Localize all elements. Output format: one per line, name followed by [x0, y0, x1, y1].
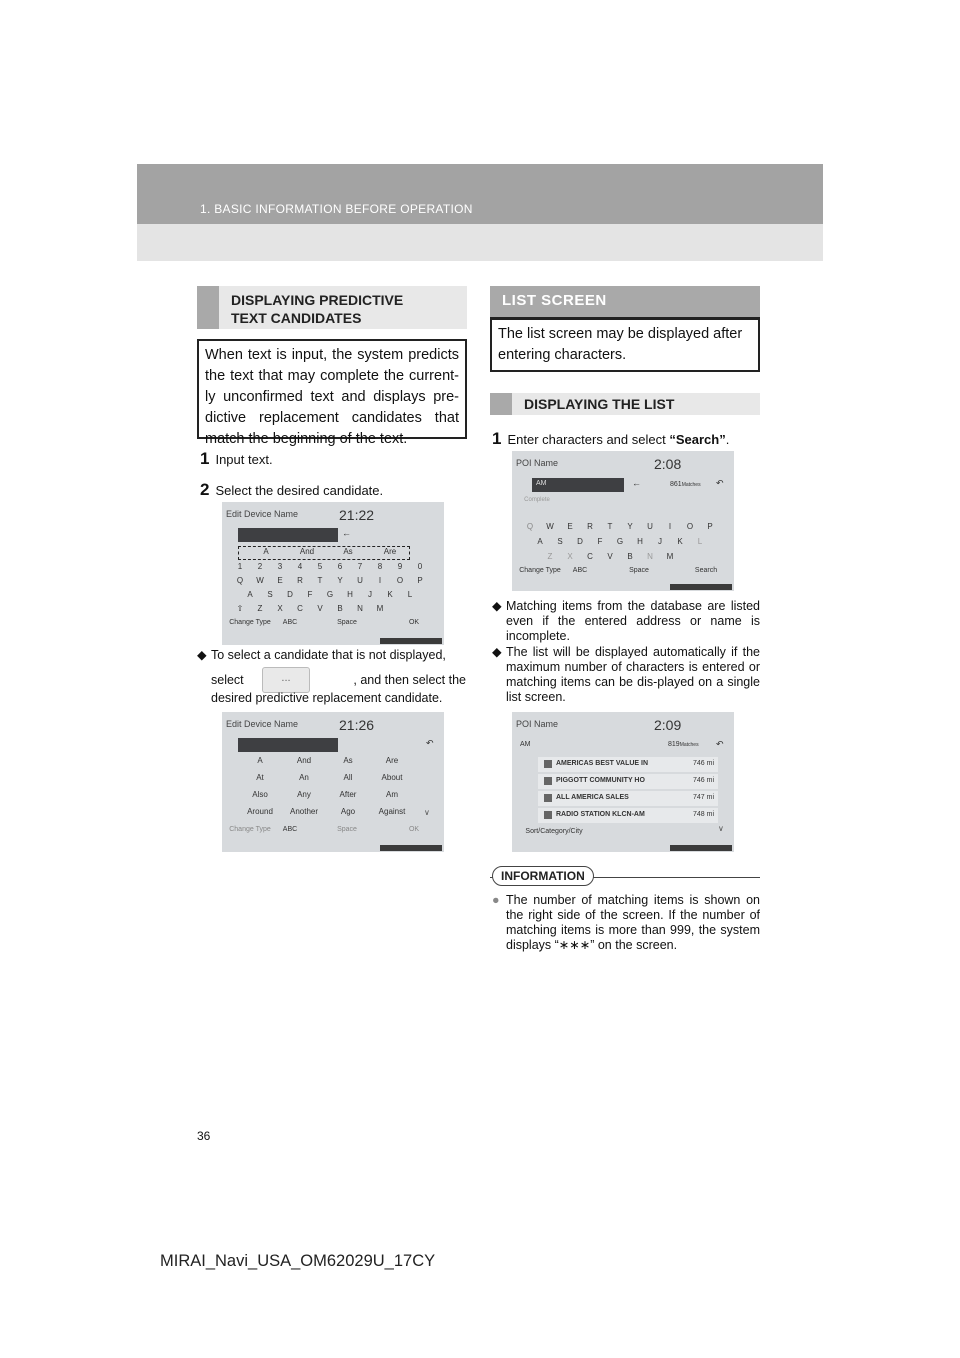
screenshot-edit-device-name-2: Edit Device Name 21:26 ↶ A And As Are At An All About Also Any After Am Around Another Ago Against ∨ Change Type ABC Space OK — [222, 712, 444, 852]
list-item[interactable]: ALL AMERICA SALES 747 mi — [538, 791, 718, 806]
screen-clock: 21:26 — [339, 717, 375, 733]
image-code — [670, 584, 732, 590]
poi-category-icon — [544, 760, 552, 768]
step-1-search: 1 Enter characters and select “Search”. — [492, 429, 730, 448]
screen-clock: 21:22 — [339, 507, 375, 523]
list-item[interactable]: RADIO STATION KLCN-AM 748 mi — [538, 808, 718, 823]
screenshot-poi-name-keyboard: POI Name 2:08 AM ← 861Matches ↶ Complete Q W E R T Y U I O P A S D F G H J K L Z X C V B N M Change Type ABC Space Search — [512, 451, 734, 591]
text-input-field[interactable] — [238, 738, 338, 752]
back-icon[interactable]: ↶ — [426, 738, 434, 748]
screen-title: POI Name — [516, 458, 559, 468]
bullet-then-select: , and then select the — [353, 673, 466, 687]
poi-category-icon — [544, 777, 552, 785]
screen-title: POI Name — [516, 719, 559, 729]
bullet-desired-candidate: desired predictive replacement candidate. — [211, 691, 443, 705]
more-candidates-button[interactable]: ... — [262, 667, 310, 693]
text-input-field[interactable]: AM — [532, 478, 624, 492]
abc-button[interactable]: ABC — [572, 567, 588, 574]
ok-button[interactable]: OK — [408, 826, 420, 833]
back-icon[interactable]: ↶ — [716, 739, 724, 749]
bullet-dot-icon: ● — [492, 893, 500, 907]
information-label: INFORMATION — [492, 866, 594, 886]
image-code — [380, 845, 442, 851]
chapter-title: 1. BASIC INFORMATION BEFORE OPERATION — [200, 202, 473, 216]
screen-clock: 2:08 — [654, 456, 682, 472]
list-intro-box: The list screen may be displayed after entering characters. — [490, 320, 760, 372]
space-button[interactable]: Space — [629, 567, 649, 574]
header-subband — [137, 224, 823, 261]
abc-button[interactable]: ABC — [282, 619, 298, 626]
section-heading-predictive — [197, 286, 467, 329]
section-title-line2: TEXT CANDIDATES — [231, 310, 362, 326]
complete-button[interactable]: Complete — [524, 497, 550, 503]
bullet-select-word: select — [211, 673, 244, 687]
search-button[interactable]: Search — [694, 567, 718, 574]
change-type-button[interactable]: Change Type — [229, 619, 271, 626]
space-button[interactable]: Space — [337, 826, 357, 833]
search-term: AM — [520, 741, 531, 748]
step-2: 2 Select the desired candidate. — [200, 480, 384, 499]
ok-button[interactable]: OK — [408, 619, 420, 626]
poi-category-icon — [544, 811, 552, 819]
match-count: 819Matches — [668, 741, 699, 748]
screenshot-edit-device-name-1: Edit Device Name 21:22 ← A And As Are 1 2 3 4 5 6 7 8 9 0 Q W E R T Y U I O P A S D F G H J K L ⇧ Z X C V B N M Change Type ABC Space OK — [222, 502, 444, 645]
section-title-line1: DISPLAYING PREDICTIVE — [231, 292, 404, 308]
backspace-icon[interactable]: ← — [632, 478, 641, 488]
backspace-icon[interactable]: ← — [342, 528, 351, 538]
page-number: 36 — [197, 1129, 211, 1143]
screen-title: Edit Device Name — [226, 719, 299, 729]
list-item[interactable]: AMERICAS BEST VALUE IN 746 mi — [538, 757, 718, 772]
back-icon[interactable]: ↶ — [716, 478, 724, 488]
step-1: 1 Input text. — [200, 449, 273, 468]
screenshot-poi-list — [512, 712, 734, 852]
abc-button[interactable]: ABC — [282, 826, 298, 833]
screen-clock: 2:09 — [654, 717, 682, 733]
poi-category-icon — [544, 794, 552, 802]
candidate-row: A And As Are — [238, 546, 410, 560]
chevron-down-icon[interactable]: ∨ — [424, 808, 430, 817]
screen-title: Edit Device Name — [226, 509, 299, 519]
document-id: MIRAI_Navi_USA_OM62029U_17CY — [160, 1252, 436, 1270]
list-screen-heading: LIST SCREEN — [490, 286, 760, 320]
change-type-button[interactable]: Change Type — [519, 567, 561, 574]
image-code — [670, 845, 732, 851]
match-count: 861Matches — [670, 481, 701, 488]
list-item[interactable]: PIGGOTT COMMUNITY HO 746 mi — [538, 774, 718, 789]
sort-category-city-button[interactable]: Sort/Category/City — [525, 828, 583, 835]
change-type-button[interactable]: Change Type — [229, 826, 271, 833]
intro-box: When text is input, the system predicts the text that may complete the current-ly unconfirmed text and displays pre-dictive replacement candidates that match the beginning of the text. — [197, 339, 467, 439]
space-button[interactable]: Space — [337, 619, 357, 626]
text-input-field[interactable] — [238, 528, 338, 542]
shift-icon[interactable]: ⇧ — [236, 604, 244, 613]
section-heading-list: DISPLAYING THE LIST — [490, 393, 760, 415]
chevron-down-icon[interactable]: ∨ — [718, 824, 724, 833]
image-code — [380, 638, 442, 644]
